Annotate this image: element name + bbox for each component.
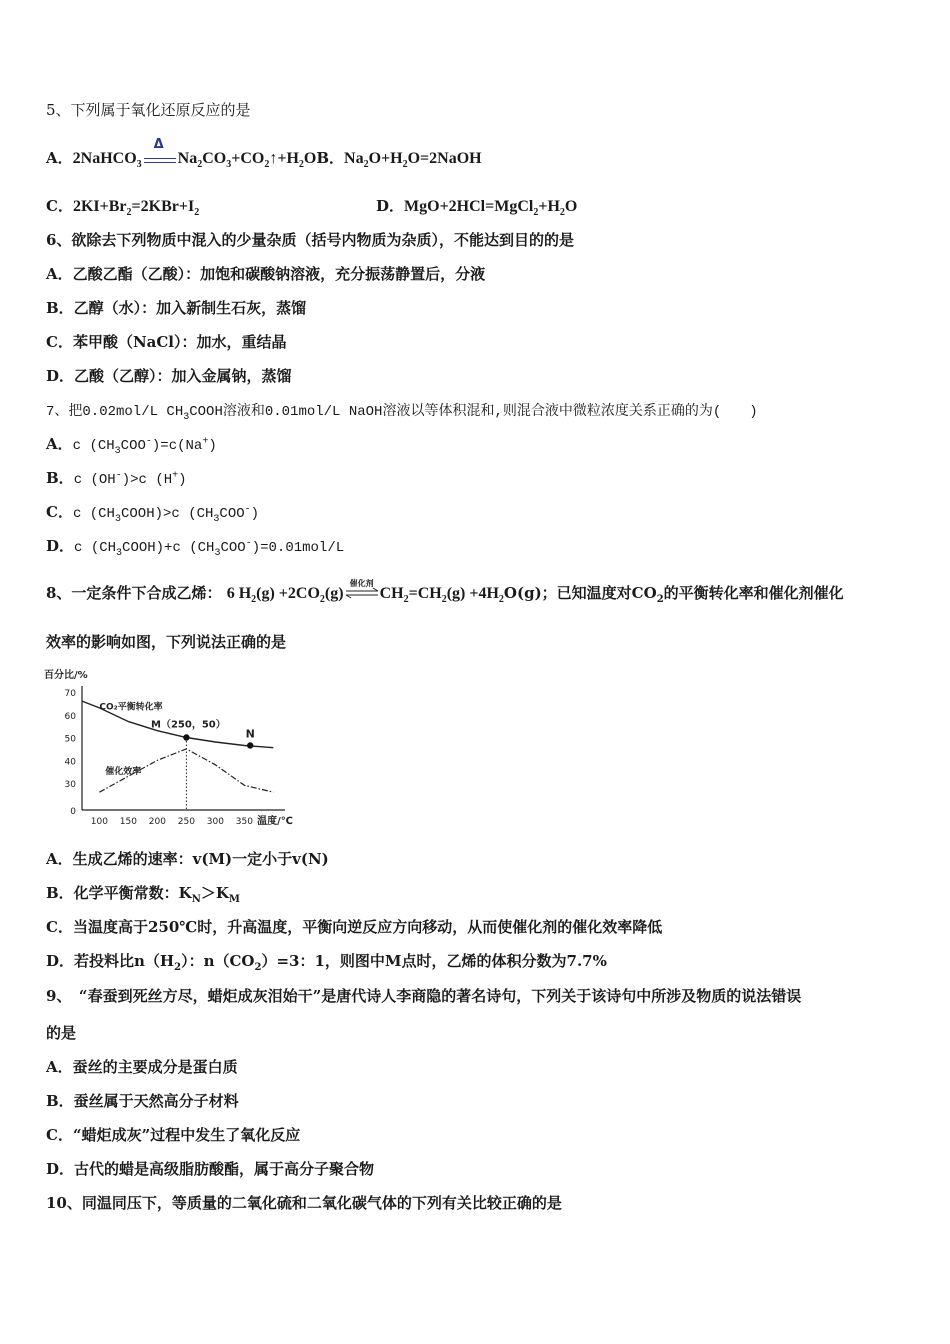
q8-option-d: D．若投料比$n(H_2)$：$n(CO_2)=3$：1，则图中M点时，乙烯的体积分数为7.7% bbox=[46, 952, 607, 973]
q9-option-c: C．“蜡炬成灰”过程中发生了氧化反应 bbox=[46, 1126, 301, 1144]
q7-option-c: C．c $(CH_3COOH)>c$ $(CH_3COO^-)$ bbox=[46, 503, 260, 525]
point-m bbox=[183, 734, 189, 740]
heat-arrow-icon: Δ bbox=[142, 149, 178, 169]
q5-c-label: C． bbox=[46, 197, 73, 215]
q7-option-d: D．c $(CH_3COOH)+c$ $(CH_3COO^-)=0.01mol/L$ bbox=[46, 537, 345, 559]
y-tick-label: 60 bbox=[64, 711, 76, 722]
q5-a-left: 2NaHCO$_3$ bbox=[72, 150, 142, 171]
point-n-label: N bbox=[245, 727, 255, 741]
q9-stem-line1: 9、 “春蚕到死丝方尽，蜡炬成灰泪始干”是唐代诗人李商隐的著名诗句，下列关于该诗句中所涉及物质的说法错误 bbox=[46, 987, 802, 1005]
reversible-arrow-icon: 催化剂 bbox=[344, 584, 380, 604]
q10-stem: 10、同温同压下，等质量的二氧化硫和二氧化碳气体的下列有关比较正确的是 bbox=[46, 1194, 562, 1212]
q5-c-formula: $2KI+Br_2=2KBr+I_2$ bbox=[72, 198, 200, 219]
q9-stem-line2: 的是 bbox=[46, 1024, 77, 1042]
q8-stem-line1: 8、一定条件下合成乙烯： 6 $H_2(g) +2CO_2(g)$ 催化剂 $CH_2=CH_2(g) +4H_2O(g)$；已知温度对$CO_2$的平衡转化率和催化剂催化 bbox=[46, 579, 844, 606]
y-axis-label: 百分比/% bbox=[44, 670, 88, 681]
x-tick-label: 150 bbox=[119, 817, 137, 827]
q5-option-d bbox=[376, 196, 577, 217]
x-tick-label: 300 bbox=[206, 817, 224, 827]
q5-a-right: $Na_2CO_3+CO_2↑+H_2O$ bbox=[177, 150, 317, 171]
x-tick-label: 350 bbox=[235, 817, 253, 827]
series-label-conversion: CO₂平衡转化率 bbox=[99, 702, 163, 713]
q6-stem: 6、欲除去下列物质中混入的少量杂质（括号内物质为杂质），不能达到目的的是 bbox=[46, 231, 574, 249]
q7-option-a: A．c $(CH_3COO^-)=c(Na^+)$ bbox=[46, 435, 217, 457]
q5-d-formula: $MgO+2HCl=MgCl_2+H_2O$ bbox=[404, 198, 578, 219]
x-tick-label: 100 bbox=[90, 817, 108, 827]
y-tick-label: 30 bbox=[64, 780, 76, 790]
x-tick-label: 250 bbox=[177, 817, 195, 827]
q6-option-c: C．苯甲酸（NaCl）：加水，重结晶 bbox=[46, 333, 287, 351]
q8-chart bbox=[42, 664, 302, 836]
y-tick-label: 50 bbox=[64, 734, 76, 745]
q5-b-formula: $Na_2O+H_2O=2NaOH$ bbox=[344, 150, 482, 171]
q9-option-b: B．蚕丝属于天然高分子材料 bbox=[46, 1092, 239, 1110]
y-tick-label: 70 bbox=[64, 689, 76, 699]
q5-option-c bbox=[46, 196, 199, 217]
y-tick-label: 0 bbox=[70, 807, 76, 817]
q5-b-label: B． bbox=[316, 149, 345, 167]
q6-option-a: A．乙酸乙酯（乙酸）：加饱和碳酸钠溶液，充分振荡静置后，分液 bbox=[46, 265, 486, 283]
point-n bbox=[247, 742, 253, 748]
x-axis-label: 温度/℃ bbox=[257, 816, 293, 827]
q6-option-d: D．乙酸（乙醇）：加入金属钠，蒸馏 bbox=[46, 367, 292, 385]
q8-stem-line2: 效率的影响如图，下列说法正确的是 bbox=[46, 633, 287, 651]
q5-stem: 5、下列属于氧化还原反应的是 bbox=[46, 101, 251, 119]
series-label-efficiency: 催化效率 bbox=[105, 766, 142, 777]
y-tick-label: 40 bbox=[64, 757, 76, 768]
q6-option-b: B．乙醇（水）：加入新制生石灰，蒸馏 bbox=[46, 299, 307, 317]
q9-option-d: D．古代的蜡是高级脂肪酸酯，属于高分子聚合物 bbox=[46, 1160, 375, 1178]
x-tick-label: 200 bbox=[148, 817, 166, 827]
q5-a-label: A． bbox=[46, 149, 73, 167]
point-m-label: M（250，50） bbox=[151, 719, 226, 731]
q9-option-a: A．蚕丝的主要成分是蛋白质 bbox=[46, 1058, 238, 1076]
q5-d-label: D． bbox=[376, 197, 405, 215]
q7-stem: 7、把0.02mol/L $CH_3COOH$溶液和0.01mol/L NaOH溶液以等体积混和,则混合液中微粒浓度关系正确的为( ) bbox=[46, 404, 758, 423]
q8-option-b: B．化学平衡常数：$K_N>K_M$ bbox=[46, 884, 240, 905]
q8-option-c: C．当温度高于250℃时，升高温度，平衡向逆反应方向移动，从而使催化剂的催化效率降低 bbox=[46, 918, 663, 936]
q8-option-a: A．生成乙烯的速率：v(M)一定小于v(N) bbox=[46, 850, 329, 868]
q5-options-ab bbox=[46, 137, 482, 171]
q7-option-b: B．c (OH-)>c (H+) bbox=[46, 469, 187, 488]
